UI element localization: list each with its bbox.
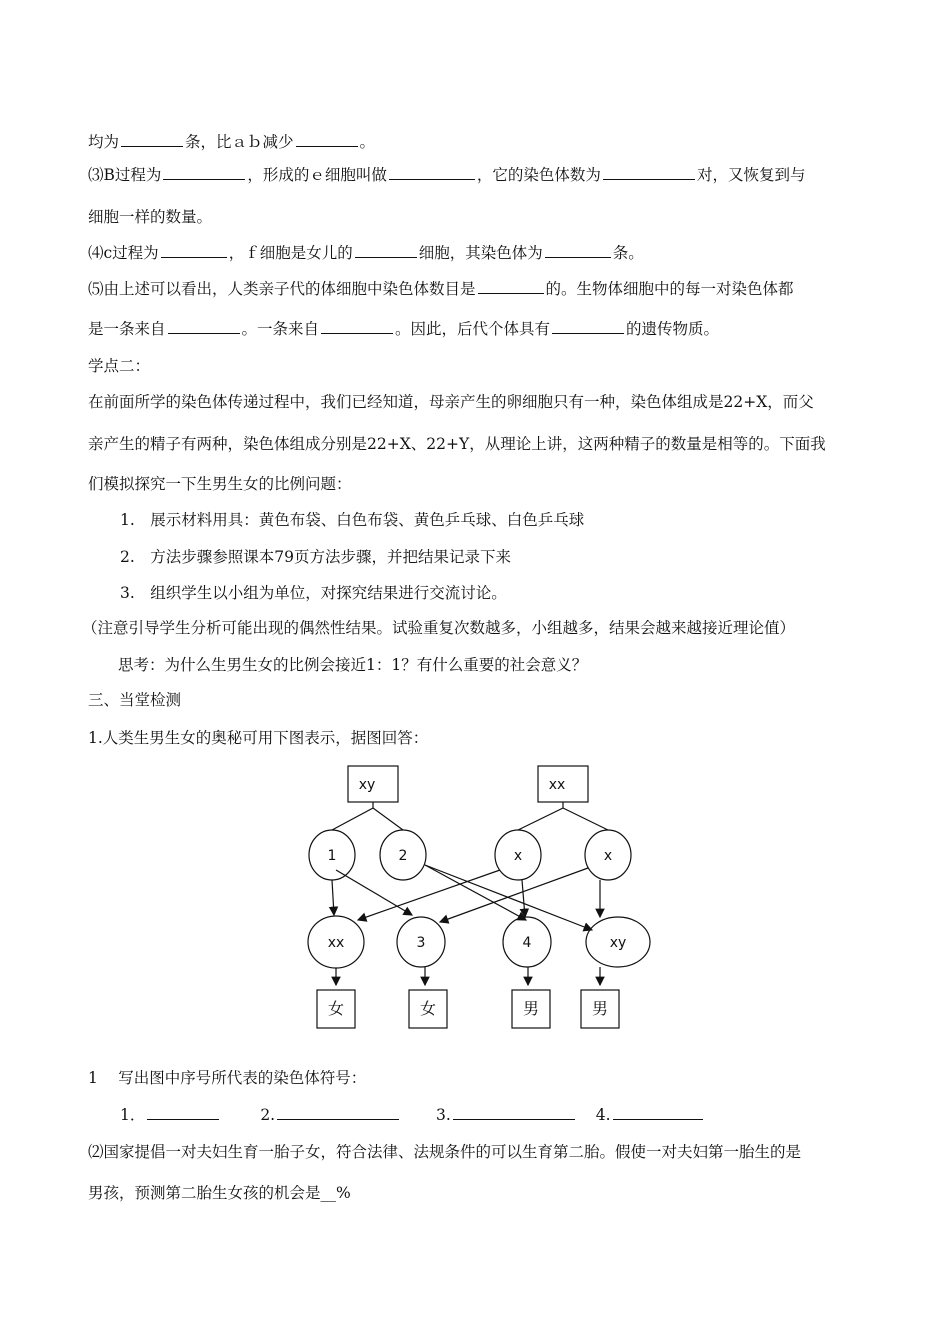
line-4: ⑷c过程为 ，ｆ细胞是女儿的 细胞，其染色体为 条。 [88, 244, 644, 262]
answer-blank-2[interactable] [277, 1105, 399, 1120]
answer-blank-1[interactable] [147, 1105, 219, 1120]
question-line: 男孩，预测第二胎生女孩的机会是__% [88, 1184, 351, 1202]
blank[interactable] [545, 243, 611, 258]
question-line: 1.人类生男生女的奥秘可用下图表示，据图回答： [88, 729, 429, 747]
question-line: 1 写出图中序号所代表的染色体符号： [88, 1069, 367, 1087]
note-line: （注意引导学生分析可能出现的偶然性结果。试验重复次数越多，小组越多，结果会越来越接近理论值） [82, 619, 796, 637]
father-label: xy [358, 777, 376, 793]
blank[interactable] [163, 165, 245, 180]
answer-line: 1． 2. 3. 4. [120, 1103, 705, 1125]
paragraph-line: 亲产生的精子有两种，染色体组成分别是22+X、22+Y，从理论上讲，这两种精子的数量是相等的。下面我 [88, 435, 826, 453]
blank[interactable] [121, 132, 183, 147]
gamete-label: x [603, 848, 613, 864]
blank[interactable] [321, 319, 393, 334]
gamete-label: 2 [398, 848, 408, 864]
offspring-label: 3 [416, 935, 426, 951]
answer-blank-4[interactable] [613, 1105, 703, 1120]
offspring-label: xx [327, 935, 345, 951]
offspring-label: xy [609, 935, 627, 951]
sex-label: 男 [591, 999, 609, 1018]
answer-blank-3[interactable] [453, 1105, 575, 1120]
blank[interactable] [168, 319, 240, 334]
sex-label: 男 [522, 999, 540, 1018]
line-5: ⑸由上述可以看出，人类亲子代的体细胞中染色体数目是 的。生物体细胞中的每一对染色体都 [88, 280, 794, 298]
blank[interactable] [552, 319, 624, 334]
blank[interactable] [161, 243, 227, 258]
question-line: ⑵国家提倡一对夫妇生育一胎子女，符合法律、法规条件的可以生育第二胎。假使一对夫妇第一胎生的是 [88, 1143, 802, 1161]
gamete-label: x [513, 848, 523, 864]
mother-label: xx [548, 777, 566, 793]
section-heading: 三、当堂检测 [88, 691, 182, 709]
inheritance-diagram [300, 760, 660, 1040]
list-item: 2. 方法步骤参照课本79页方法步骤，并把结果记录下来 [120, 548, 512, 566]
offspring-label: 4 [522, 935, 532, 951]
thinking-question: 思考：为什么生男生女的比例会接近1：1？有什么重要的社会意义？ [118, 656, 588, 674]
line-1: 均为 条，比ａｂ减少 。 [88, 133, 376, 151]
paragraph-line: 在前面所学的染色体传递过程中，我们已经知道，母亲产生的卵细胞只有一种，染色体组成是22+X，而父 [88, 393, 814, 411]
line-2: ⑶B过程为 ，形成的ｅ细胞叫做 ，它的染色体数为 对，又恢复到与 [88, 166, 806, 184]
sex-label: 女 [419, 999, 437, 1018]
blank[interactable] [355, 243, 417, 258]
line-6: 是一条来自 。一条来自 。因此，后代个体具有 的遗传物质。 [88, 320, 720, 338]
list-item: 3. 组织学生以小组为单位，对探究结果进行交流讨论。 [120, 584, 507, 602]
sex-label: 女 [327, 999, 345, 1018]
list-item: 1. 展示材料用具：黄色布袋、白色布袋、黄色乒乓球、白色乒乓球 [120, 511, 585, 529]
blank[interactable] [296, 132, 358, 147]
blank[interactable] [389, 165, 475, 180]
blank[interactable] [603, 165, 695, 180]
line-3: 细胞一样的数量。 [88, 208, 213, 226]
paragraph-line: 们模拟探究一下生男生女的比例问题： [88, 475, 352, 493]
section-heading: 学点二： [88, 357, 151, 375]
gamete-label: 1 [327, 848, 337, 864]
blank[interactable] [478, 279, 544, 294]
